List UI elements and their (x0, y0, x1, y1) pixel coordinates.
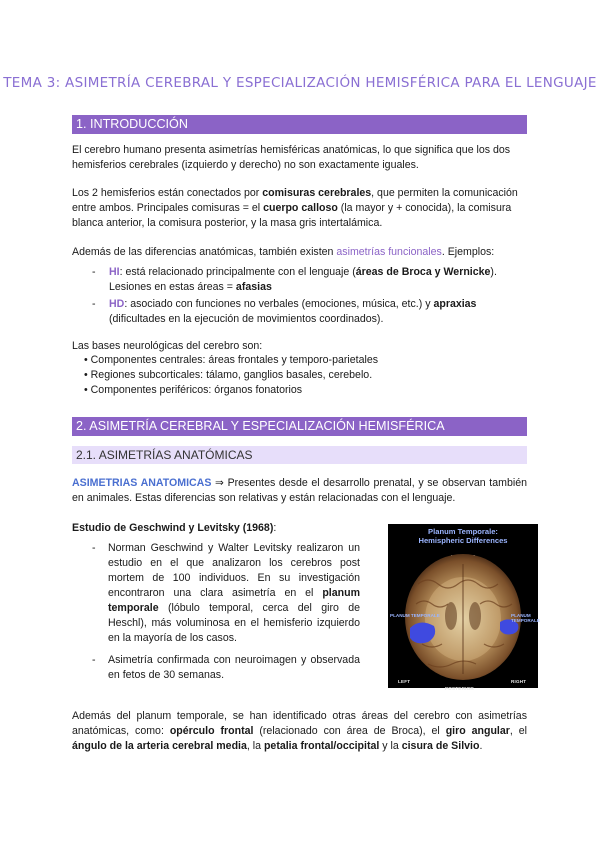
label-left: LEFT (398, 679, 411, 684)
label-planum-right: PLANUM TEMPORALE (511, 613, 540, 623)
intro-paragraph-2 (72, 186, 527, 231)
text-run: y la (379, 740, 402, 752)
label-posterior: POSTERIOR (445, 686, 474, 691)
dash-marker: - (92, 654, 96, 666)
text-run: Norman Geschwind y Walter Levitsky realizaron un estudio en el que analizaron los cerebros post mortem de 100 individuos. En su investigación encontraron una clara asimetría en el (108, 542, 360, 599)
ventricle-right (469, 602, 481, 630)
page-title: TEMA 3: ASIMETRÍA CEREBRAL Y ESPECIALIZACIÓN HEMISFÉRICA PARA EL LENGUAJE (3, 75, 597, 91)
text-run: , el (509, 725, 528, 737)
study-title: Estudio de Geschwind y Levitsky (1968) (72, 522, 274, 534)
section-heading-asimetria: 2. ASIMETRÍA CEREBRAL Y ESPECIALIZACIÓN HEMISFÉRICA (72, 417, 527, 436)
brain-section-image (388, 524, 538, 688)
text-run: : asociado con funciones no verbales (emociones, música, etc.) y (124, 298, 434, 310)
term-planum-temporale: planum temporale (108, 587, 360, 614)
text-run: , que permiten la comunicación entre ambos. Principales comisuras = el (72, 187, 518, 214)
text-run: Además de las diferencias anatómicas, también existen (72, 246, 337, 258)
figure-title-line-2: Hemispheric Differences (418, 536, 508, 545)
text-run: (dificultades en la ejecución de movimientos coordinados). (109, 313, 384, 325)
label-hd: HD (109, 298, 125, 310)
term-afasias: afasias (235, 281, 272, 293)
term-apraxias: apraxias (433, 298, 477, 310)
list-item-hd (92, 297, 527, 327)
list-item: • Regiones subcorticales: tálamo, ganglios basales, cerebelo. (84, 369, 373, 381)
bases-intro: Las bases neurológicas del cerebro son: (72, 340, 263, 352)
ventricle-left (445, 602, 457, 630)
intro-paragraph-3 (72, 245, 527, 260)
text-run: . (479, 740, 483, 752)
term-arteria: ángulo de la arteria cerebral media (72, 740, 247, 752)
anatomicas-paragraph (72, 476, 527, 506)
term-operculo: opérculo frontal (169, 725, 254, 737)
text-run: , la (246, 740, 264, 752)
text-run: Asimetría confirmada con neuroimagen y observada en fetos de 30 semanas. (108, 654, 360, 681)
hemisphere-list (92, 265, 527, 329)
term-petalia: petalia frontal/occipital (263, 740, 380, 752)
list-item: • Componentes periféricos: órganos fonatorios (84, 384, 303, 396)
label-hi: HI (109, 266, 120, 278)
dash-marker: - (92, 298, 96, 310)
text-run: : (273, 522, 277, 534)
text-run: (la mayor y + conocida), la comisura blanca anterior, la comisura posterior, y la masa gris intertalámica. (72, 202, 512, 229)
text-run: (relacionado con área de Broca), el (253, 725, 446, 737)
bases-list (84, 353, 527, 398)
list-item-neuroimagen (92, 653, 360, 683)
text-run: ⇒ Presentes desde el desarrollo prenatal, y se observan también en animales. Estas diferencias son relativas y están relacionadas con el lenguaje. (72, 477, 527, 504)
text-run: . Ejemplos: (441, 246, 495, 258)
text-run: ). Lesiones en estas áreas = (109, 266, 497, 293)
term-broca-wernicke: áreas de Broca y Wernicke (355, 266, 491, 278)
term-cuerpo-calloso: cuerpo calloso (263, 202, 338, 214)
figure-title-line-1: Planum Temporale: (428, 527, 498, 536)
study-list (92, 541, 360, 690)
planum-temporale-figure (388, 524, 540, 691)
other-areas-paragraph (72, 709, 527, 754)
label-planum-left: PLANUM TEMPORALE (390, 613, 440, 618)
text-run: Además del planum temporale, se han identificado otras áreas del cerebro con asimetrías anatómicas, como: (72, 710, 527, 737)
list-item-hi (92, 265, 527, 295)
text-run: Los 2 hemisferios están conectados por (72, 187, 263, 199)
section-heading-introduccion: 1. INTRODUCCIÓN (72, 115, 527, 134)
intro-paragraph-1: El cerebro humano presenta asimetrías hemisféricas anatómicas, lo que significa que los dos hemisferios cerebrales (izquierdo y derecho) no son exactamente iguales. (72, 144, 511, 171)
term-asimetrias-anatomicas: ASIMETRIAS ANATOMICAS (72, 477, 212, 489)
term-asimetrias-funcionales: asimetrías funcionales (336, 246, 442, 258)
list-item-study (92, 541, 360, 646)
label-right: RIGHT (511, 679, 527, 684)
dash-marker: - (92, 542, 96, 554)
term-giro-angular: giro angular (445, 725, 510, 737)
subsection-heading-anatomicas: 2.1. ASIMETRÍAS ANATÓMICAS (72, 446, 527, 464)
list-item: • Componentes centrales: áreas frontales y temporo-parietales (84, 354, 379, 366)
text-run: : está relacionado principalmente con el lenguaje ( (119, 266, 356, 278)
text-run: (lóbulo temporal, cerca del giro de Heschl), más voluminosa en el hemisferio izquierdo en la mayoría de los casos. (108, 602, 360, 644)
dash-marker: - (92, 266, 96, 278)
term-comisuras: comisuras cerebrales (262, 187, 372, 199)
term-cisura-silvio: cisura de Silvio (401, 740, 480, 752)
